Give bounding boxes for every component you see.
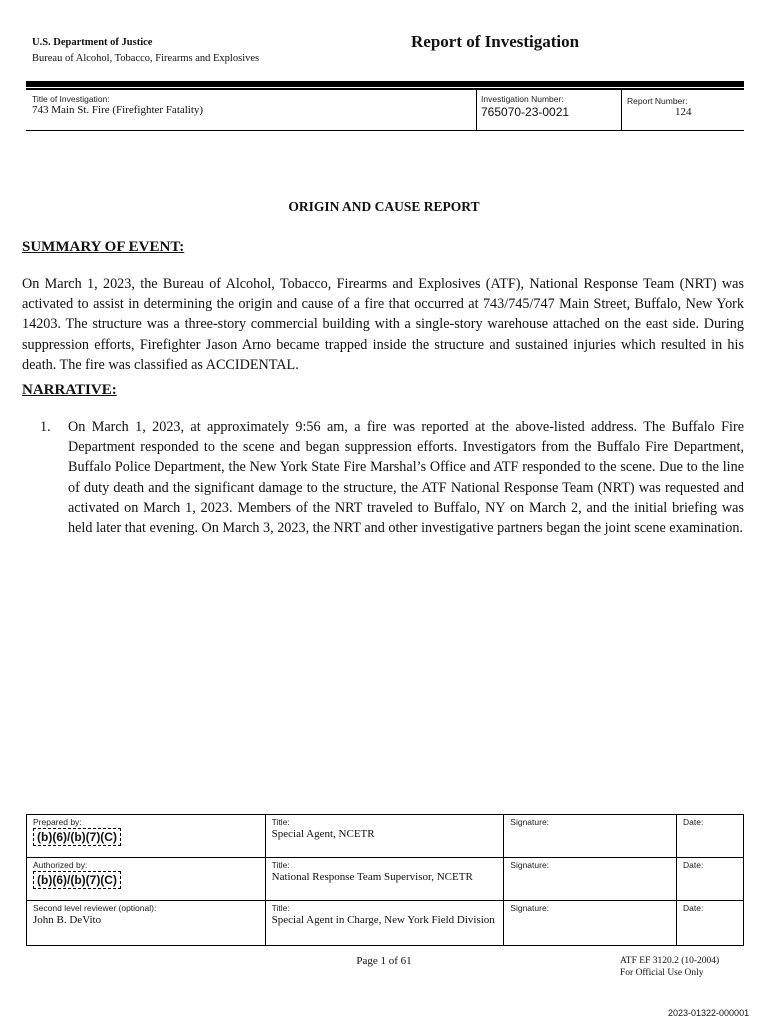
report-number-label: Report Number: <box>627 96 688 106</box>
investigation-number-label: Investigation Number: <box>481 94 564 104</box>
page-number: Page 1 of 61 <box>356 955 412 967</box>
date-cell <box>677 858 744 901</box>
divider <box>476 90 477 130</box>
header-rule-thick <box>26 81 744 87</box>
redaction-box: (b)(6)/(b)(7)(C) <box>33 871 121 889</box>
prepared-title-cell <box>265 815 504 858</box>
form-number: ATF EF 3120.2 (10-2004) <box>620 956 720 966</box>
bates-number: 2023-01322-000001 <box>668 1008 750 1018</box>
investigation-number-value: 765070-23-0021 <box>481 105 570 119</box>
title-label: Title: <box>271 903 290 913</box>
summary-paragraph: On March 1, 2023, the Bureau of Alcohol, Tobacco, Firearms and Explosives (ATF), National Response Team (NRT) was activated to assist in determining the origin and cause of a fire that occurred at 743/745/747 Main Street, Buffalo, New York 14203. The structure was a three-story commercial building with a single-story warehouse attached on the east side. During suppression efforts, Firefighter Jason Arno became trapped inside the structure and sustained injuries which resulted in his death. The fire was classified as ACCIDENTAL. <box>22 276 744 373</box>
investigation-info-row <box>26 90 744 131</box>
form-id <box>620 955 719 979</box>
redaction-box: (b)(6)/(b)(7)(C) <box>33 828 121 846</box>
narrative-item-number: 1. <box>40 419 51 435</box>
report-title: Report of Investigation <box>411 32 580 51</box>
signature-label: Signature: <box>510 860 550 870</box>
narrative-item-text: On March 1, 2023, at approximately 9:56 am, a fire was reported at the above-listed address. The Buffalo Fire Department responded to the scene and began suppression efforts. Investigators from the Buffalo Fire Department, Buffalo Police Department, the New York State Fire Marshal’s Office and ATF responded to the scene. Due to the line of duty death and the significant damage to the structure, the ATF National Response Team (NRT) was requested and activated on March 1, 2023. Members of the NRT traveled to Buffalo, NY on March 2, and the initial briefing was held later that evening. On March 3, 2023, the NRT and other investigative partners began the joint scene examination. <box>68 419 744 537</box>
title-label: Title: <box>271 817 290 827</box>
title-of-investigation-value: 743 Main St. Fire (Firefighter Fatality) <box>32 104 204 116</box>
signature-row-prepared <box>27 815 744 858</box>
date-label: Date: <box>683 903 704 913</box>
narrative-heading: NARRATIVE: <box>22 382 117 398</box>
title-value: Special Agent, NCETR <box>271 828 375 840</box>
signature-cell <box>504 901 677 946</box>
summary-heading: SUMMARY OF EVENT: <box>22 239 185 255</box>
title-value: Special Agent in Charge, New York Field Division <box>271 914 495 926</box>
authorized-by-label: Authorized by: <box>33 860 88 870</box>
reviewer-title-cell <box>265 901 504 946</box>
reviewer-cell <box>27 901 266 946</box>
bureau-name: Bureau of Alcohol, Tobacco, Firearms and Explosives <box>32 53 260 64</box>
date-label: Date: <box>683 860 704 870</box>
reviewer-name: John B. DeVito <box>33 914 102 926</box>
title-of-investigation-label: Title of Investigation: <box>32 94 110 104</box>
prepared-by-cell <box>27 815 266 858</box>
classification-marking: For Official Use Only <box>620 968 704 978</box>
authorized-by-cell <box>27 858 266 901</box>
signature-label: Signature: <box>510 903 550 913</box>
divider <box>621 90 622 130</box>
signature-cell <box>504 815 677 858</box>
authorized-title-cell <box>265 858 504 901</box>
agency-name: U.S. Department of Justice <box>32 37 153 48</box>
date-cell <box>677 815 744 858</box>
signature-row-reviewer <box>27 901 744 946</box>
date-cell <box>677 901 744 946</box>
signature-block <box>26 814 744 946</box>
title-label: Title: <box>271 860 290 870</box>
title-value: National Response Team Supervisor, NCETR <box>271 871 473 883</box>
signature-label: Signature: <box>510 817 550 827</box>
date-label: Date: <box>683 817 704 827</box>
signature-row-authorized <box>27 858 744 901</box>
signature-cell <box>504 858 677 901</box>
origin-cause-heading: ORIGIN AND CAUSE REPORT <box>288 199 480 214</box>
report-number-value: 124 <box>675 106 692 118</box>
reviewer-label: Second level reviewer (optional): <box>33 903 157 913</box>
prepared-by-label: Prepared by: <box>33 817 82 827</box>
